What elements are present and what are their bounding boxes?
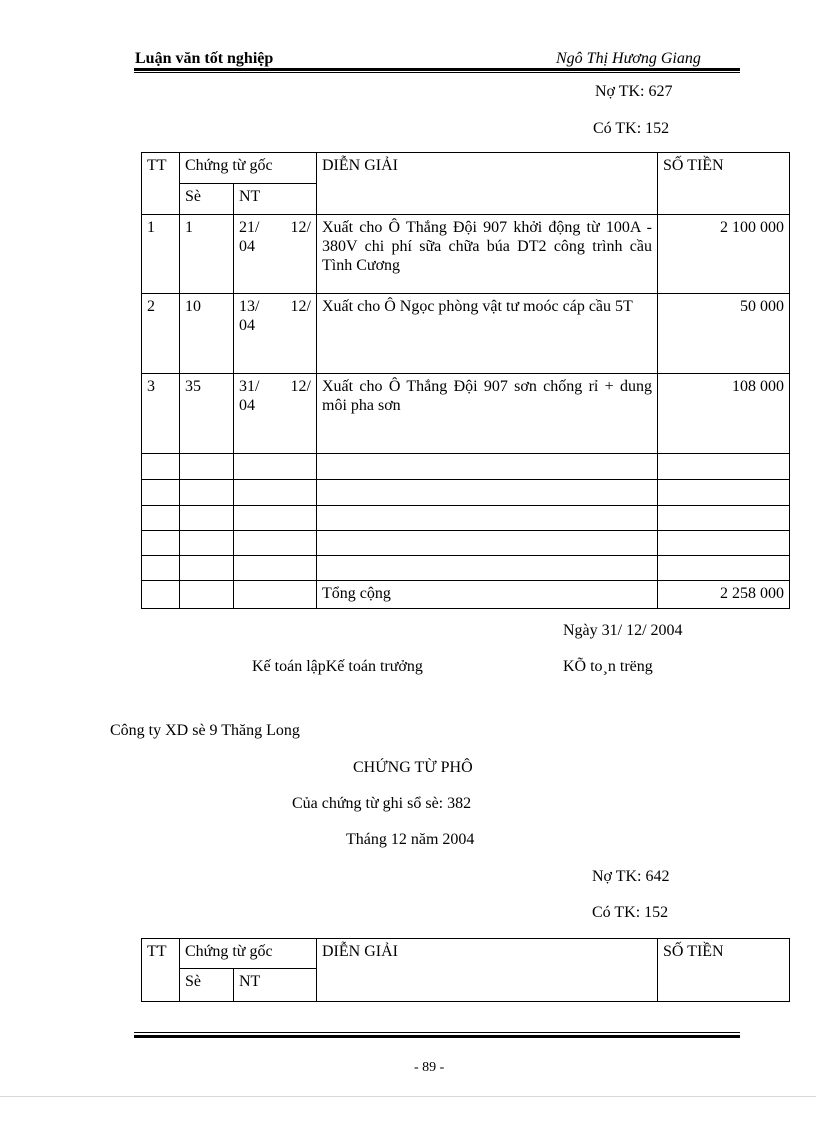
- col-source-doc-header: Chứng từ gốc: [180, 939, 317, 969]
- credit-account: Có TK: 152: [593, 120, 670, 137]
- col-date-header: NT: [234, 184, 317, 215]
- empty-row: [142, 506, 790, 531]
- debit-account-2: Nợ TK: 642: [592, 868, 670, 885]
- signature-prepared-by: Kế toán lập: [252, 658, 326, 675]
- table-row: [142, 215, 790, 294]
- total-row: [142, 581, 790, 609]
- row-date: [234, 374, 317, 454]
- row-description: Xuất cho Ô Thắng Đội 907 sơn chống rỉ + dung môi pha sơn: [317, 374, 658, 454]
- signature-chief-accountant-2: KÕ to¸n trëng: [563, 658, 653, 675]
- col-source-doc-header: Chứng từ gốc: [180, 153, 317, 184]
- document-subtitle: Của chứng từ ghi sổ sè: 382: [292, 795, 472, 812]
- empty-row: [142, 531, 790, 556]
- row-date-year: 04: [239, 317, 255, 334]
- ledger-table-1: [141, 152, 790, 609]
- col-tt-header: TT: [142, 153, 180, 215]
- row-date-month: 12/: [290, 298, 311, 315]
- row-amount: 108 000: [658, 374, 790, 454]
- row-description: Xuất cho Ô Ngọc phòng vật tư moóc cáp cầu 5T: [317, 294, 658, 374]
- footer-rule: [134, 1035, 740, 1038]
- document-date: Ngày 31/ 12/ 2004: [563, 622, 683, 639]
- row-date-year: 04: [239, 397, 255, 414]
- document-month: Tháng 12 năm 2004: [346, 831, 475, 848]
- document-title: CHỨNG TỪ PHÔ: [353, 759, 473, 776]
- table-row: [142, 294, 790, 374]
- col-description-header: DIỄN GIẢI: [317, 153, 658, 215]
- row-date-month: 12/: [290, 219, 311, 236]
- empty-row: [142, 480, 790, 506]
- page-number: - 89 -: [414, 1060, 445, 1075]
- col-number-header: Sè: [180, 184, 234, 215]
- row-date-day: 31/: [239, 378, 260, 395]
- col-amount-header: SỐ TIỀN: [658, 153, 790, 215]
- page-bottom-edge: [0, 1096, 816, 1097]
- row-date-day: 13/: [239, 298, 260, 315]
- row-tt: 3: [142, 374, 180, 454]
- row-tt: 1: [142, 215, 180, 294]
- signature-accountant: [252, 658, 423, 676]
- row-tt: 2: [142, 294, 180, 374]
- empty-row: [142, 556, 790, 581]
- thesis-label: Luận văn tốt nghiệp: [135, 50, 274, 67]
- debit-account: Nợ TK: 627: [595, 83, 673, 100]
- col-description-header: DIỄN GIẢI: [317, 939, 658, 1002]
- row-number: 10: [180, 294, 234, 374]
- row-date: [234, 294, 317, 374]
- col-number-header: Sè: [180, 969, 234, 1002]
- row-amount: 2 100 000: [658, 215, 790, 294]
- total-amount: 2 258 000: [658, 581, 790, 609]
- col-date-header: NT: [234, 969, 317, 1002]
- row-amount: 50 000: [658, 294, 790, 374]
- col-tt-header: TT: [142, 939, 180, 1002]
- row-date-day: 21/: [239, 219, 260, 236]
- signature-chief-accountant: Kế toán trưởng: [325, 658, 423, 675]
- row-number: 35: [180, 374, 234, 454]
- table-row: [142, 374, 790, 454]
- header-rule-thin: [134, 72, 740, 73]
- ledger-table-2: [141, 938, 790, 1002]
- empty-row: [142, 454, 790, 480]
- row-date: [234, 215, 317, 294]
- credit-account-2: Có TK: 152: [592, 904, 669, 921]
- footer-rule-thin: [134, 1032, 740, 1033]
- row-date-year: 04: [239, 238, 255, 255]
- row-description: Xuất cho Ô Thắng Đội 907 khởi động từ 100A - 380V chi phí sữa chữa búa DT2 công trình cầu Tình Cương: [317, 215, 658, 294]
- row-number: 1: [180, 215, 234, 294]
- company-name: Công ty XD sè 9 Thăng Long: [110, 722, 300, 739]
- col-amount-header: SỐ TIỀN: [658, 939, 790, 1002]
- row-date-month: 12/: [290, 378, 311, 395]
- total-label: Tổng cộng: [317, 581, 658, 609]
- author-name: Ngô Thị Hương Giang: [556, 50, 701, 67]
- header-rule: [134, 68, 740, 71]
